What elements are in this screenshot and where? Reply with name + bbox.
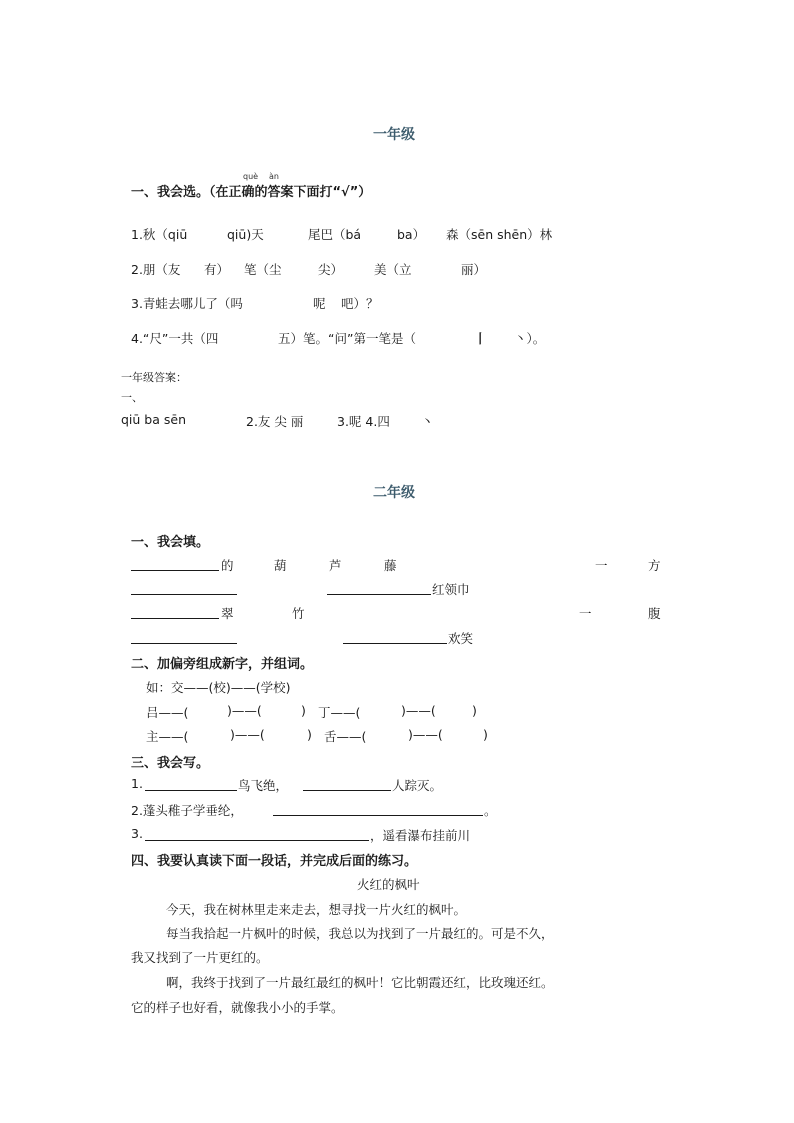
radical-r1-a: 吕——( bbox=[146, 705, 189, 720]
answer-4: 丶 bbox=[421, 414, 434, 429]
answer-1: qiū ba sēn bbox=[121, 412, 186, 427]
radical-r2-f: ) bbox=[483, 727, 488, 742]
fill-zhu: 竹 bbox=[292, 606, 305, 621]
passage-p2-line2: 我又找到了一片更红的。 bbox=[131, 950, 269, 965]
blank-line[interactable] bbox=[145, 840, 369, 841]
q2-part-f: 丽） bbox=[461, 262, 487, 277]
radical-r1-f: ) bbox=[472, 703, 477, 718]
grade2-s4-heading: 四、我要认真读下面一段话，并完成后面的练习。 bbox=[131, 854, 418, 869]
fill-fang: 方 bbox=[648, 558, 661, 573]
fill-teng: 藤 bbox=[384, 558, 397, 573]
radical-r2-e: )——( bbox=[408, 727, 443, 742]
radical-r1-e: )——( bbox=[401, 703, 436, 718]
q2-part-d: 尖） bbox=[318, 262, 344, 277]
fill-lu: 芦 bbox=[329, 558, 342, 573]
passage-p3-line1: 啊，我终于找到了一片最红最红的枫叶！它比朝霞还红，比玫瑰还红。 bbox=[166, 975, 554, 990]
write-l2-end: 。 bbox=[484, 803, 497, 818]
fill-de: 的 bbox=[221, 558, 234, 573]
write-l1-end: 人踪灭。 bbox=[392, 778, 443, 793]
q2-part-c: 笔（尘 bbox=[244, 262, 282, 277]
radical-example: 如：交——(校)——(学校) bbox=[146, 680, 291, 695]
fill-hu: 葫 bbox=[274, 558, 287, 573]
radical-r2-a: 主——( bbox=[146, 729, 189, 744]
q4-part-c: 丨 bbox=[474, 331, 487, 346]
radical-r2-c: ) bbox=[307, 727, 312, 742]
radical-r2-d: 舌——( bbox=[324, 729, 367, 744]
answer-3: 3.呢 4.四 bbox=[337, 414, 390, 429]
q4-part-b: 五）笔。“问”第一笔是（ bbox=[278, 331, 416, 346]
fill-cui: 翠 bbox=[221, 606, 234, 621]
grade1-title: 一年级 bbox=[373, 127, 415, 143]
passage-p1: 今天，我在树林里走来走去，想寻找一片火红的枫叶。 bbox=[166, 902, 467, 917]
blank-line[interactable] bbox=[131, 570, 219, 571]
q3-part-c: 吧）？ bbox=[341, 296, 379, 311]
q1-part-a: 1.秋（qiū bbox=[131, 227, 188, 242]
q3-part-a: 3.青蛙去哪儿了（吗 bbox=[131, 296, 243, 311]
radical-r1-b: )——( bbox=[227, 703, 262, 718]
grade2-s1-heading: 一、我会填。 bbox=[131, 535, 210, 550]
passage-title: 火红的枫叶 bbox=[357, 877, 420, 892]
fill-red-scarf: 红领巾 bbox=[432, 582, 470, 597]
pinyin-an: àn bbox=[269, 172, 279, 181]
passage-p2-line1: 每当我拾起一片枫叶的时候，我总以为找到了一片最红的。可是不久， bbox=[166, 926, 554, 941]
fill-fu: 腹 bbox=[648, 606, 661, 621]
grade2-title: 二年级 bbox=[373, 485, 415, 501]
q2-part-e: 美（立 bbox=[374, 262, 412, 277]
write-l1-num: 1. bbox=[131, 776, 143, 791]
grade2-s3-heading: 三、我会写。 bbox=[131, 756, 210, 771]
blank-line[interactable] bbox=[131, 594, 237, 595]
q2-part-b: 有） bbox=[204, 262, 230, 277]
q1-part-e: 森（sēn shēn）林 bbox=[446, 227, 553, 242]
fill-yi-2: 一 bbox=[579, 606, 592, 621]
q4-part-d: 丶）。 bbox=[514, 331, 546, 346]
q1-part-d: ba） bbox=[397, 227, 426, 242]
radical-r1-c: ) bbox=[301, 703, 306, 718]
q2-part-a: 2.朋（友 bbox=[131, 262, 181, 277]
grade1-answers-section: 一、 bbox=[121, 391, 143, 404]
blank-line[interactable] bbox=[145, 790, 237, 791]
q1-part-c: 尾巴（bá bbox=[308, 227, 362, 242]
blank-line[interactable] bbox=[303, 790, 391, 791]
pinyin-que: què bbox=[243, 172, 259, 181]
radical-r2-b: )——( bbox=[230, 727, 265, 742]
write-l3-num: 3. bbox=[131, 826, 143, 841]
fill-yi-1: 一 bbox=[595, 558, 608, 573]
grade2-s2-heading: 二、加偏旁组成新字，并组词。 bbox=[131, 657, 314, 672]
blank-line[interactable] bbox=[327, 594, 431, 595]
write-l2-start: 2.蓬头稚子学垂纶， bbox=[131, 803, 243, 818]
blank-line[interactable] bbox=[343, 643, 447, 644]
write-l1-mid: 鸟飞绝， bbox=[238, 778, 289, 793]
blank-line[interactable] bbox=[131, 643, 237, 644]
fill-laughter: 欢笑 bbox=[448, 631, 474, 646]
q1-part-b: qiū)天 bbox=[227, 227, 264, 242]
answer-2: 2.友 尖 丽 bbox=[246, 414, 304, 429]
grade1-answers-label: 一年级答案： bbox=[121, 371, 187, 384]
grade1-section1-heading: 一、我会选。（在正确的答案下面打“√”） bbox=[131, 185, 372, 200]
radical-r1-d: 丁——( bbox=[318, 705, 361, 720]
q3-part-b: 呢 bbox=[313, 296, 326, 311]
blank-line[interactable] bbox=[273, 815, 483, 816]
write-l3-end: ，遥看瀑布挂前川 bbox=[370, 828, 471, 843]
blank-line[interactable] bbox=[131, 618, 219, 619]
q4-part-a: 4.“尺”一共（四 bbox=[131, 331, 219, 346]
passage-p3-line2: 它的样子也好看，就像我小小的手掌。 bbox=[131, 1000, 344, 1015]
